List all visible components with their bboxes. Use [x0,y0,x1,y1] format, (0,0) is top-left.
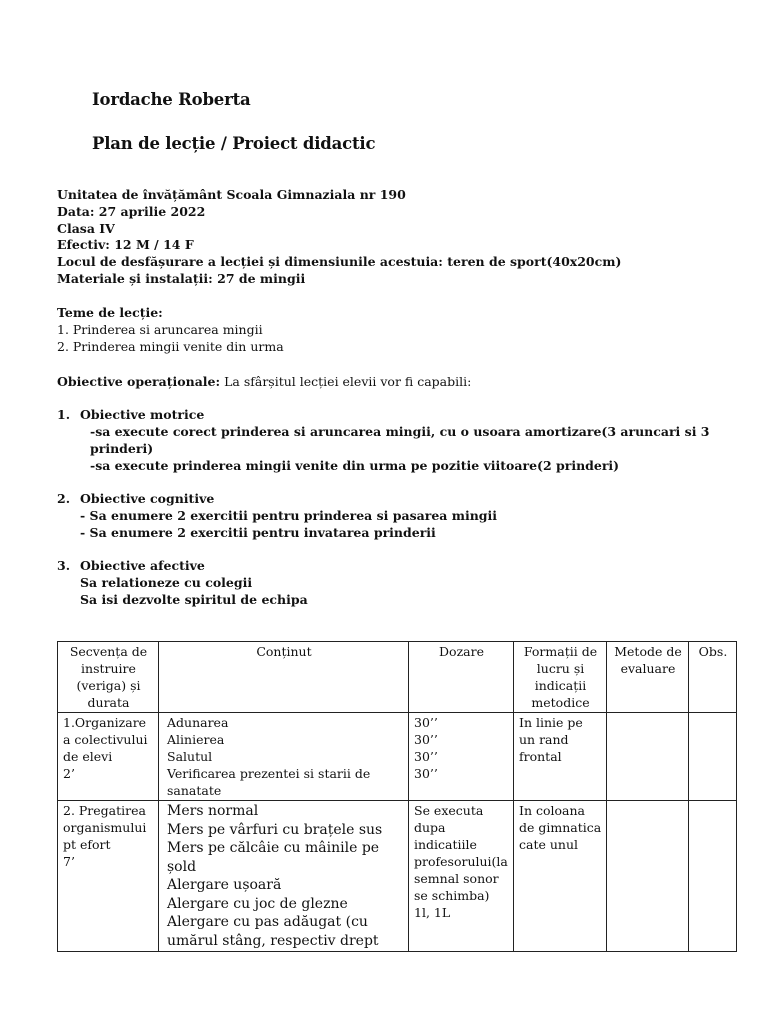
objective-number: 3. [57,558,71,573]
objective-title: Obiective motrice [80,407,205,422]
header-evaluation: Metode de evaluare [607,642,689,713]
header-dose: Dozare [409,642,514,713]
info-materials: Materiale și instalații: 27 de mingii [57,270,306,286]
objectives-intro-text: La sfârșitul lecției elevii vor fi capabili: [220,374,472,389]
info-date: Data: 27 aprilie 2022 [57,203,206,219]
cell-formations: In linie pe un rand frontal [514,713,607,801]
cell-line: Alergare ușoară [167,877,282,893]
table-header-row [58,642,737,713]
cell-line: Mers pe vârfuri cu brațele sus [167,821,383,838]
cell-line: Alergare cu pas adăugat (cu umărul stâng, respectiv drept [167,914,379,949]
cell-line: de elevi [63,749,113,764]
cell-line: 2’ [63,766,75,781]
objective-title: Obiective afective [80,558,205,573]
lesson-plan-table [57,641,737,952]
cell-formations: In coloana de gimnatica cate unul [514,801,607,952]
objective-line: -sa execute corect prinderea si aruncarea mingii, cu o usoara amortizare(3 aruncari si 3 prinderi) [90,424,710,456]
cell-content [159,801,409,952]
objective-line: Sa isi dezvolte spiritul de echipa [80,592,308,607]
objective-line: - Sa enumere 2 exercitii pentru invatarea prinderii [80,525,436,540]
table-row [58,713,737,801]
cell-line: pt efort [63,837,111,852]
objective-number: 1. [57,407,71,422]
cell-line: Verificarea prezentei si starii de sanatate [167,766,371,798]
lesson-info [57,187,621,288]
objective-title: Obiective cognitive [80,491,215,506]
cell-sequence [58,801,159,952]
info-class: Clasa IV [57,220,115,236]
author-name: Iordache Roberta [92,90,251,109]
cell-line: a colectivului [63,732,148,747]
cell-line: Mers pe călcâie cu mâinile pe șold [167,840,380,875]
objectives-label: Obiective operaționale: [57,374,221,389]
cell-sequence [58,713,159,801]
document-title: Plan de lecție / Proiect didactic [92,134,376,153]
cell-line: 7’ [63,854,75,869]
objective-section-affective [57,557,737,608]
objectives-intro [57,373,471,390]
cell-line: 30’’ [414,749,438,764]
cell-line: organismului [63,820,147,835]
objective-line: - Sa enumere 2 exercitii pentru prinderea si pasarea mingii [80,508,498,523]
info-school: Unitatea de învățământ Scoala Gimnaziala nr 190 [57,187,406,202]
cell-line: Mers normal [167,803,259,819]
cell-obs [689,713,737,801]
cell-line: Adunarea [167,715,229,730]
cell-line: 30’’ [414,766,438,781]
objective-section-motor [57,406,737,474]
lesson-themes [57,305,284,355]
info-location: Locul de desfășurare a lecției și dimensiunile acestuia: teren de sport(40x20cm) [57,254,622,270]
cell-evaluation [607,801,689,952]
themes-label: Teme de lecție: [57,305,163,320]
header-content: Conținut [159,642,409,713]
cell-line: Alinierea [167,732,225,747]
cell-dose [409,713,514,801]
cell-line: 30’’ [414,715,438,730]
objective-line: -sa execute prinderea mingii venite din urma pe pozitie viitoare(2 prinderi) [90,458,620,473]
header-formations: Formații de lucru și indicații metodice [514,642,607,713]
cell-obs [689,801,737,952]
cell-evaluation [607,713,689,801]
cell-content [159,713,409,801]
header-sequence: Secvența de instruire (veriga) și durata [58,642,159,713]
header-obs: Obs. [689,642,737,713]
objective-section-cognitive [57,490,737,541]
objective-number: 2. [57,491,71,506]
cell-line: 2. Pregatirea [63,803,146,818]
info-headcount: Efectiv: 12 M / 14 F [57,237,194,253]
cell-line: Salutul [167,749,213,764]
cell-line: Alergare cu joc de glezne [167,895,348,912]
theme-item: 2. Prinderea mingii venite din urma [57,338,284,354]
objective-line: Sa relationeze cu colegii [80,575,253,590]
table-row [58,801,737,952]
theme-item: 1. Prinderea si aruncarea mingii [57,321,263,337]
cell-line: 1.Organizare [63,715,147,730]
cell-dose: Se executa dupa indicatiile profesorului(la semnal sonor se schimba) 1l, 1L [409,801,514,952]
cell-line: 30’’ [414,732,438,747]
